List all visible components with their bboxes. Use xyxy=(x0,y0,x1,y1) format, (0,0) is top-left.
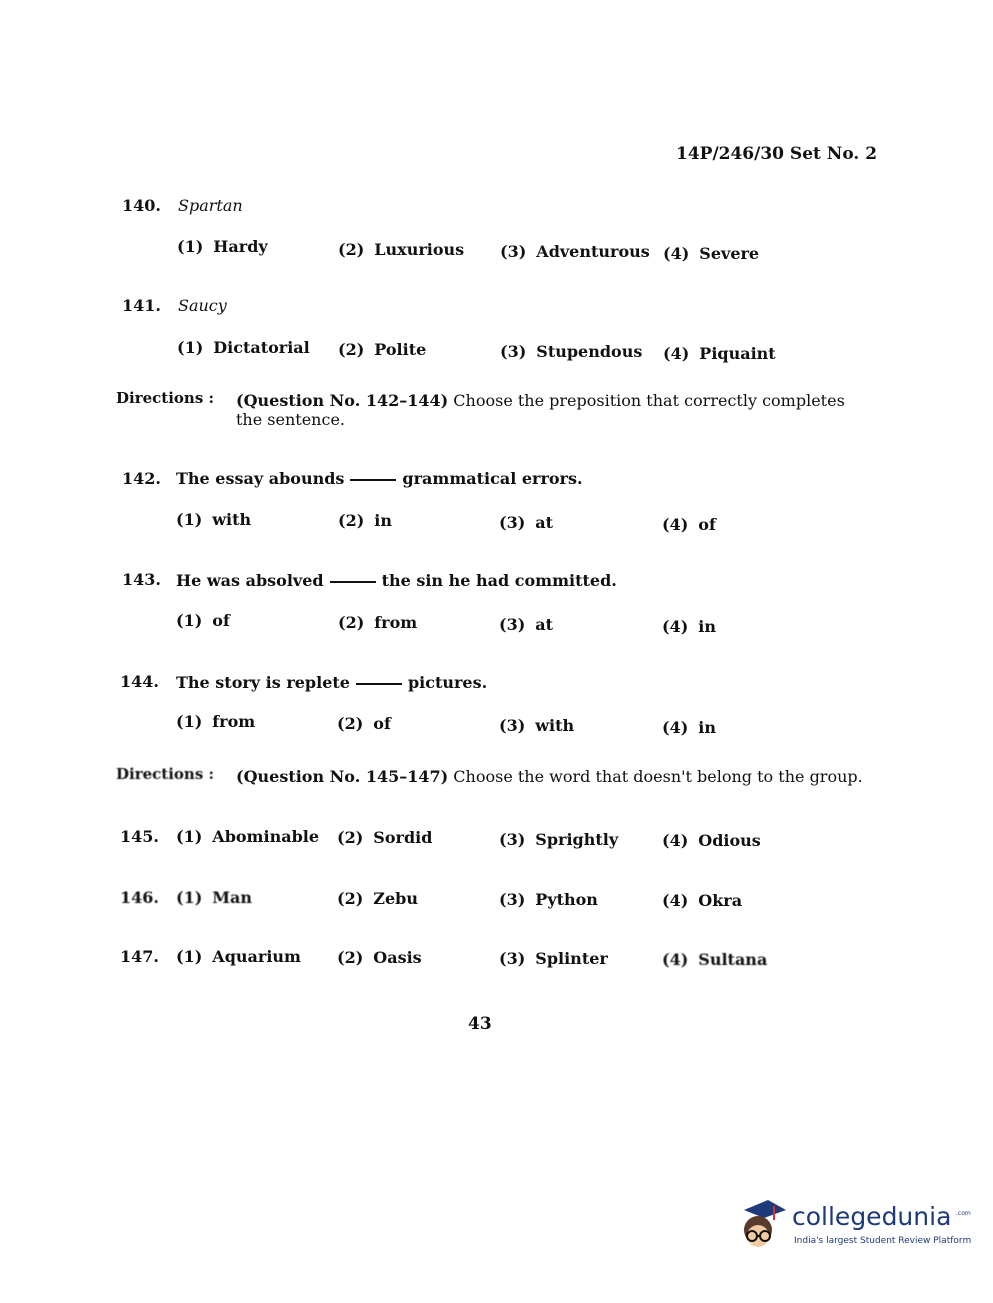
option-4 xyxy=(662,891,742,910)
option-4 xyxy=(663,244,759,263)
option-3 xyxy=(499,890,598,909)
option-text: Okra xyxy=(698,891,743,910)
option-1 xyxy=(176,611,230,630)
directions-label: Directions : xyxy=(116,389,215,407)
option-1 xyxy=(176,712,255,731)
option-3 xyxy=(499,615,553,634)
option-2 xyxy=(338,511,392,530)
option-number: (3) xyxy=(500,242,527,261)
option-4 xyxy=(662,718,716,737)
option-number: (1) xyxy=(176,947,203,966)
option-4 xyxy=(662,617,716,636)
option-text: Adventurous xyxy=(536,242,650,261)
option-3 xyxy=(499,949,608,968)
question-number: 147. xyxy=(120,947,159,966)
option-number: (1) xyxy=(176,712,203,731)
option-text: Aquarium xyxy=(212,947,301,966)
option-text: in xyxy=(374,511,392,530)
question-number: 144. xyxy=(120,672,159,691)
directions-text xyxy=(236,767,863,786)
question-number: 141. xyxy=(122,296,161,315)
option-1 xyxy=(176,947,301,966)
option-1 xyxy=(177,237,268,256)
option-number: (1) xyxy=(176,510,203,529)
question-word: Saucy xyxy=(178,296,227,315)
option-1 xyxy=(176,510,251,529)
option-text: of xyxy=(373,714,391,733)
stem-start: The story is replete xyxy=(176,673,350,692)
blank-line xyxy=(330,581,376,583)
option-number: (2) xyxy=(337,948,364,967)
paper-code: 14P/246/30 Set No. 2 xyxy=(676,144,878,164)
option-text: Dictatorial xyxy=(213,338,310,357)
option-number: (1) xyxy=(176,611,203,630)
question-stem xyxy=(176,469,583,488)
stem-start: He was absolved xyxy=(176,571,324,590)
option-text: at xyxy=(535,513,554,532)
option-number: (4) xyxy=(662,831,689,850)
option-number: (3) xyxy=(499,890,526,909)
option-4 xyxy=(663,344,776,363)
question-number: 140. xyxy=(122,196,161,215)
option-2 xyxy=(338,613,417,632)
logo-domain: .com xyxy=(956,1210,971,1217)
option-number: (4) xyxy=(662,950,689,969)
option-text: from xyxy=(212,712,256,731)
option-3 xyxy=(499,513,553,532)
option-2 xyxy=(337,948,422,967)
option-1 xyxy=(176,827,319,846)
question-word: Spartan xyxy=(178,196,243,215)
option-2 xyxy=(338,340,426,359)
option-number: (2) xyxy=(338,613,365,632)
directions-instruction: Choose the word that doesn't belong to the group. xyxy=(453,767,863,786)
option-text: Sordid xyxy=(373,828,433,847)
option-number: (1) xyxy=(177,237,204,256)
question-number: 146. xyxy=(120,888,159,907)
option-number: (4) xyxy=(663,344,690,363)
stem-start: The essay abounds xyxy=(176,469,345,488)
option-number: (2) xyxy=(337,889,364,908)
directions-range: (Question No. 145–147) xyxy=(236,767,449,786)
option-1 xyxy=(176,888,252,907)
option-number: (2) xyxy=(338,340,365,359)
option-number: (4) xyxy=(662,617,689,636)
option-number: (3) xyxy=(499,716,526,735)
option-text: of xyxy=(698,515,716,534)
option-text: Severe xyxy=(699,244,760,263)
option-text: Piquaint xyxy=(699,344,776,363)
option-number: (3) xyxy=(499,830,526,849)
option-number: (2) xyxy=(338,240,365,259)
stem-end: pictures. xyxy=(407,673,488,692)
stem-end: grammatical errors. xyxy=(402,469,583,488)
option-number: (1) xyxy=(177,338,204,357)
option-3 xyxy=(500,242,650,261)
question-stem xyxy=(176,571,617,590)
option-text: Sprightly xyxy=(535,830,619,849)
question-number: 145. xyxy=(120,827,159,846)
collegedunia-logo xyxy=(734,1196,972,1256)
directions-range: (Question No. 142–144) xyxy=(236,391,449,410)
option-text: with xyxy=(212,510,252,529)
option-text: at xyxy=(535,615,554,634)
stem-end: the sin he had committed. xyxy=(381,571,617,590)
blank-line xyxy=(350,479,396,481)
option-2 xyxy=(337,889,418,908)
option-4 xyxy=(662,515,716,534)
option-text: from xyxy=(374,613,418,632)
page-number: 43 xyxy=(468,1014,492,1034)
option-4 xyxy=(662,950,767,969)
option-4 xyxy=(662,831,761,850)
blank-line xyxy=(356,683,402,685)
option-2 xyxy=(337,714,391,733)
directions-instruction: Choose the preposition that correctly completes the sentence. xyxy=(236,391,845,429)
logo-tagline: India's largest Student Review Platform xyxy=(794,1236,972,1246)
option-text: Man xyxy=(212,888,252,907)
option-text: Stupendous xyxy=(536,342,643,361)
option-number: (3) xyxy=(499,949,526,968)
option-number: (2) xyxy=(337,828,364,847)
option-text: Luxurious xyxy=(374,240,465,259)
option-number: (2) xyxy=(337,714,364,733)
option-3 xyxy=(499,716,574,735)
option-text: Oasis xyxy=(373,948,422,967)
option-text: of xyxy=(212,611,230,630)
option-number: (4) xyxy=(663,244,690,263)
option-number: (3) xyxy=(499,513,526,532)
option-text: Abominable xyxy=(212,827,320,846)
directions-text xyxy=(236,391,846,429)
option-2 xyxy=(337,828,432,847)
option-text: Zebu xyxy=(373,889,418,908)
option-text: Sultana xyxy=(698,950,768,969)
option-number: (2) xyxy=(338,511,365,530)
option-text: Hardy xyxy=(213,237,268,256)
option-text: with xyxy=(535,716,575,735)
option-text: Splinter xyxy=(535,949,608,968)
option-number: (4) xyxy=(662,515,689,534)
option-1 xyxy=(177,338,310,357)
option-number: (3) xyxy=(500,342,527,361)
option-text: Python xyxy=(535,890,598,909)
option-number: (1) xyxy=(176,888,203,907)
directions-label: Directions : xyxy=(116,765,215,783)
option-number: (3) xyxy=(499,615,526,634)
question-number: 143. xyxy=(122,570,161,589)
option-3 xyxy=(499,830,618,849)
mascot-icon xyxy=(734,1196,790,1254)
option-number: (1) xyxy=(176,827,203,846)
question-number: 142. xyxy=(122,469,161,488)
option-text: Odious xyxy=(698,831,761,850)
option-number: (4) xyxy=(662,891,689,910)
option-text: Polite xyxy=(374,340,427,359)
option-2 xyxy=(338,240,464,259)
question-stem xyxy=(176,673,487,692)
option-3 xyxy=(500,342,642,361)
logo-wordmark: collegedunia xyxy=(792,1202,952,1231)
option-text: in xyxy=(698,617,716,636)
option-number: (4) xyxy=(662,718,689,737)
option-text: in xyxy=(698,718,716,737)
